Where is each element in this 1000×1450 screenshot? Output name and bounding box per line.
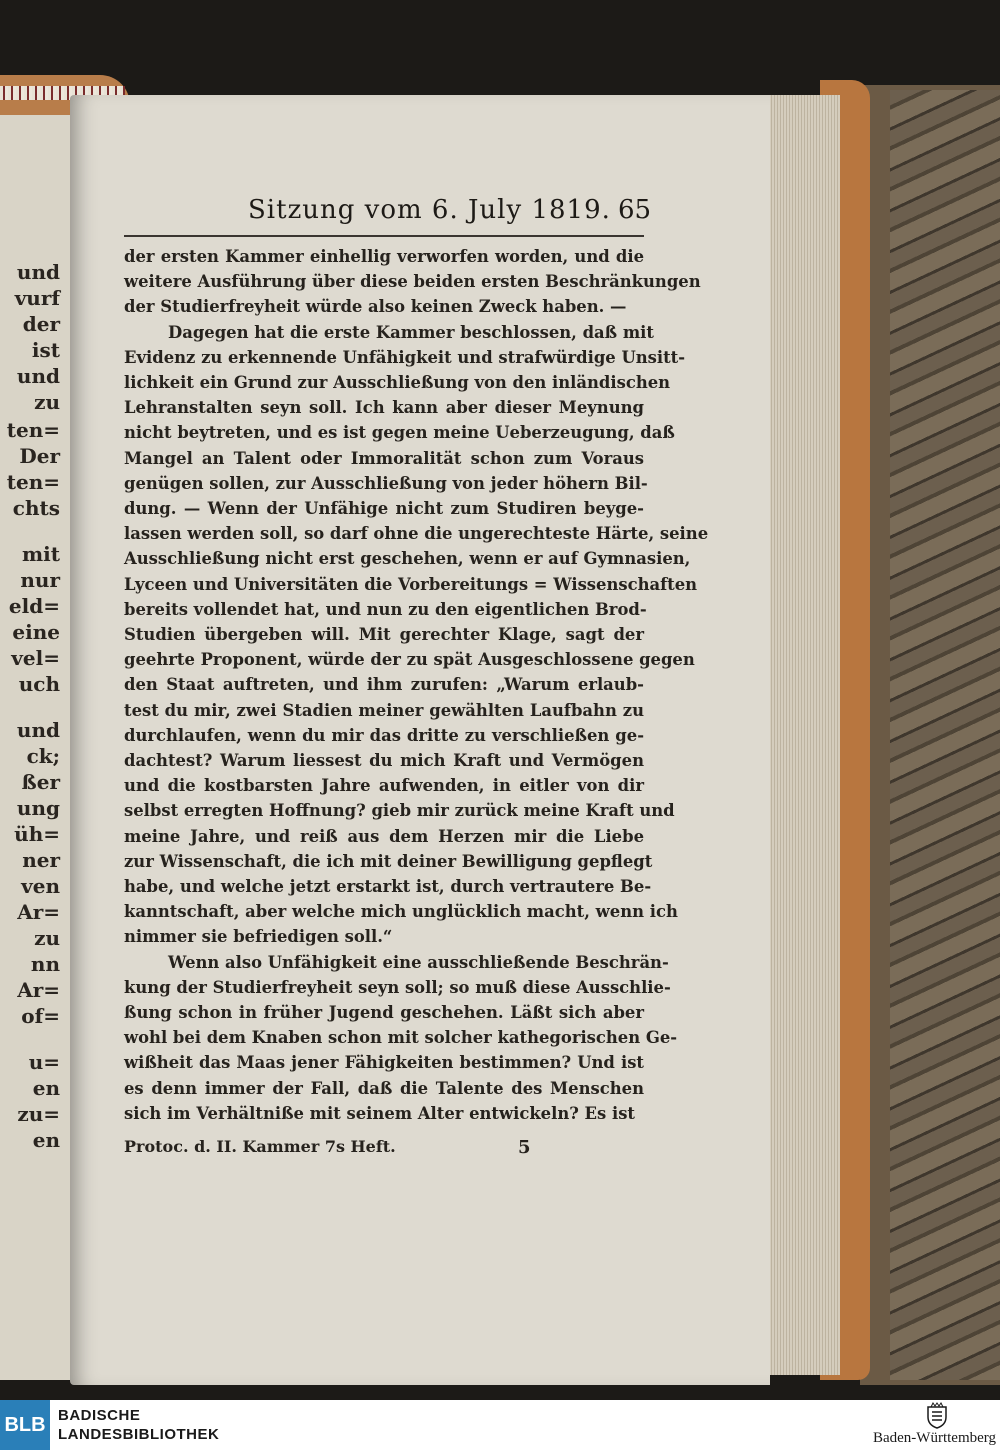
text-line: genügen sollen, zur Ausschließung von jeder höhern Bil- xyxy=(124,473,648,493)
text-line: kung der Studierfreyheit seyn soll; so muß diese Ausschlie- xyxy=(124,977,671,997)
left-page-fragment: ßer xyxy=(21,770,60,794)
text-line: der ersten Kammer einhellig verworfen worden, und die xyxy=(124,247,644,266)
left-page-fragment: der xyxy=(22,312,60,336)
left-page-fragment: zu= xyxy=(17,1102,60,1126)
left-page-fragment: en xyxy=(32,1128,60,1152)
left-page-fragment: eld= xyxy=(8,594,60,618)
left-page-fragment: zu xyxy=(34,926,60,950)
text-line: Evidenz zu erkennende Unfähigkeit und strafwürdige Unsitt- xyxy=(124,347,686,367)
text-line: nimmer sie befriedigen soll.“ xyxy=(124,927,393,947)
text-line: geehrte Proponent, würde der zu spät Ausgeschlossene gegen xyxy=(124,650,695,670)
state-crest-icon xyxy=(926,1403,948,1429)
library-name xyxy=(58,1406,219,1444)
library-name-line2: LANDESBIBLIOTHEK xyxy=(58,1426,220,1443)
text-line: Lyceen und Universitäten die Vorbereitungs = Wissenschaften xyxy=(124,574,698,594)
left-page-fragment: Ar= xyxy=(17,978,60,1002)
text-line: lassen werden soll, so darf ohne die ungerechteste Härte, seine xyxy=(124,524,709,544)
text-line: Dagegen hat die erste Kammer beschlossen, daß mit xyxy=(168,322,654,342)
left-page-fragment: eine xyxy=(12,620,60,644)
text-line: Studien übergeben will. Mit gerechter Klage, sagt der xyxy=(124,625,644,644)
left-page xyxy=(0,110,72,1380)
page-edges xyxy=(760,95,840,1375)
left-page-fragment: mit xyxy=(22,542,60,566)
text-line: test du mir, zwei Stadien meiner gewählten Laufbahn zu xyxy=(124,700,644,720)
text-line: weitere Ausführung über diese beiden ersten Beschränkungen xyxy=(124,272,701,292)
text-line: selbst erregten Hoffnung? gieb mir zurück meine Kraft und xyxy=(124,801,675,821)
text-line: es denn immer der Fall, daß die Talente des Menschen xyxy=(124,1078,644,1098)
left-page-fragment: uch xyxy=(18,672,60,696)
text-line: dung. — Wenn der Unfähige nicht zum Studiren beyge- xyxy=(124,499,644,518)
page-number: 65 xyxy=(618,195,652,225)
left-page-fragment: und xyxy=(16,364,60,388)
left-page-fragment: Der xyxy=(19,444,60,468)
left-page-fragment: ist xyxy=(31,338,60,362)
text-line: ßung schon in früher Jugend geschehen. Läßt sich aber xyxy=(124,1003,644,1022)
text-line: Mangel an Talent oder Immoralität schon zum Voraus xyxy=(124,448,644,468)
signature-mark: 5 xyxy=(518,1137,531,1158)
left-page-fragment: nur xyxy=(20,568,60,592)
text-line: nicht beytreten, und es ist gegen meine Ueberzeugung, daß xyxy=(124,423,675,443)
running-head: Sitzung vom 6. July 1819. xyxy=(248,195,611,225)
marbled-cover xyxy=(890,90,1000,1380)
library-name-line1: BADISCHE xyxy=(58,1407,141,1424)
text-line: habe, und welche jetzt erstarkt ist, durch vertrautere Be- xyxy=(124,877,652,896)
text-line: lichkeit ein Grund zur Ausschließung von den inländischen xyxy=(124,373,671,392)
header-rule xyxy=(124,235,644,237)
left-page-fragment: nn xyxy=(30,952,60,976)
left-page-fragment: vel= xyxy=(11,646,60,670)
left-page-fragment: und xyxy=(16,718,60,742)
text-line: wißheit das Maas jener Fähigkeiten bestimmen? Und ist xyxy=(124,1053,644,1073)
left-page-fragment: ner xyxy=(22,848,60,872)
left-page-fragment: zu xyxy=(34,390,60,414)
text-line: meine Jahre, und reiß aus dem Herzen mir die Liebe xyxy=(124,826,644,846)
left-page-fragment: ung xyxy=(16,796,60,820)
text-line: den Staat auftreten, und ihm zurufen: „Warum erlaub- xyxy=(124,675,644,695)
left-page-fragment: üh= xyxy=(14,822,60,846)
text-line: Lehranstalten seyn soll. Ich kann aber dieser Meynung xyxy=(124,398,644,418)
right-page xyxy=(70,95,770,1385)
left-page-fragment: u= xyxy=(28,1050,60,1074)
text-line: Ausschließung nicht erst geschehen, wenn er auf Gymnasien, xyxy=(124,549,691,569)
text-line: der Studierfreyheit würde also keinen Zweck haben. — xyxy=(124,297,627,317)
state-name: Baden-Württemberg xyxy=(872,1430,996,1446)
left-page-fragment: ck; xyxy=(26,744,60,768)
left-page-fragment: Ar= xyxy=(17,900,60,924)
text-line: bereits vollendet hat, und nun zu den eigentlichen Brod- xyxy=(124,599,647,619)
blb-logo[interactable]: BLB xyxy=(0,1400,50,1450)
left-page-fragment: und xyxy=(16,260,60,284)
left-page-fragment: ven xyxy=(21,874,60,898)
text-line: und die kostbarsten Jahre aufwenden, in eitler von dir xyxy=(124,776,644,796)
left-page-fragment: ten= xyxy=(6,470,60,494)
text-line: zur Wissenschaft, die ich mit deiner Bewilligung gepflegt xyxy=(124,851,653,871)
text-line: sich im Verhältniße mit seinem Alter entwickeln? Es ist xyxy=(124,1103,636,1123)
signature-line: Protoc. d. II. Kammer 7s Heft. xyxy=(124,1137,396,1156)
left-page-fragment: ten= xyxy=(6,418,60,442)
text-line: durchlaufen, wenn du mir das dritte zu verschließen ge- xyxy=(124,725,644,745)
text-line: dachtest? Warum liessest du mich Kraft und Vermögen xyxy=(124,751,644,770)
left-page-fragment: en xyxy=(32,1076,60,1100)
text-line: wohl bei dem Knaben schon mit solcher kathegorischen Ge- xyxy=(124,1028,678,1048)
left-page-fragment: chts xyxy=(12,496,60,520)
library-footer xyxy=(0,1400,1000,1450)
left-page-fragment: vurf xyxy=(14,286,60,310)
left-page-fragment: of= xyxy=(21,1004,60,1028)
text-line: kanntschaft, aber welche mich unglücklich macht, wenn ich xyxy=(124,902,678,922)
text-line: Wenn also Unfähigkeit eine ausschließende Beschrän- xyxy=(168,952,669,972)
